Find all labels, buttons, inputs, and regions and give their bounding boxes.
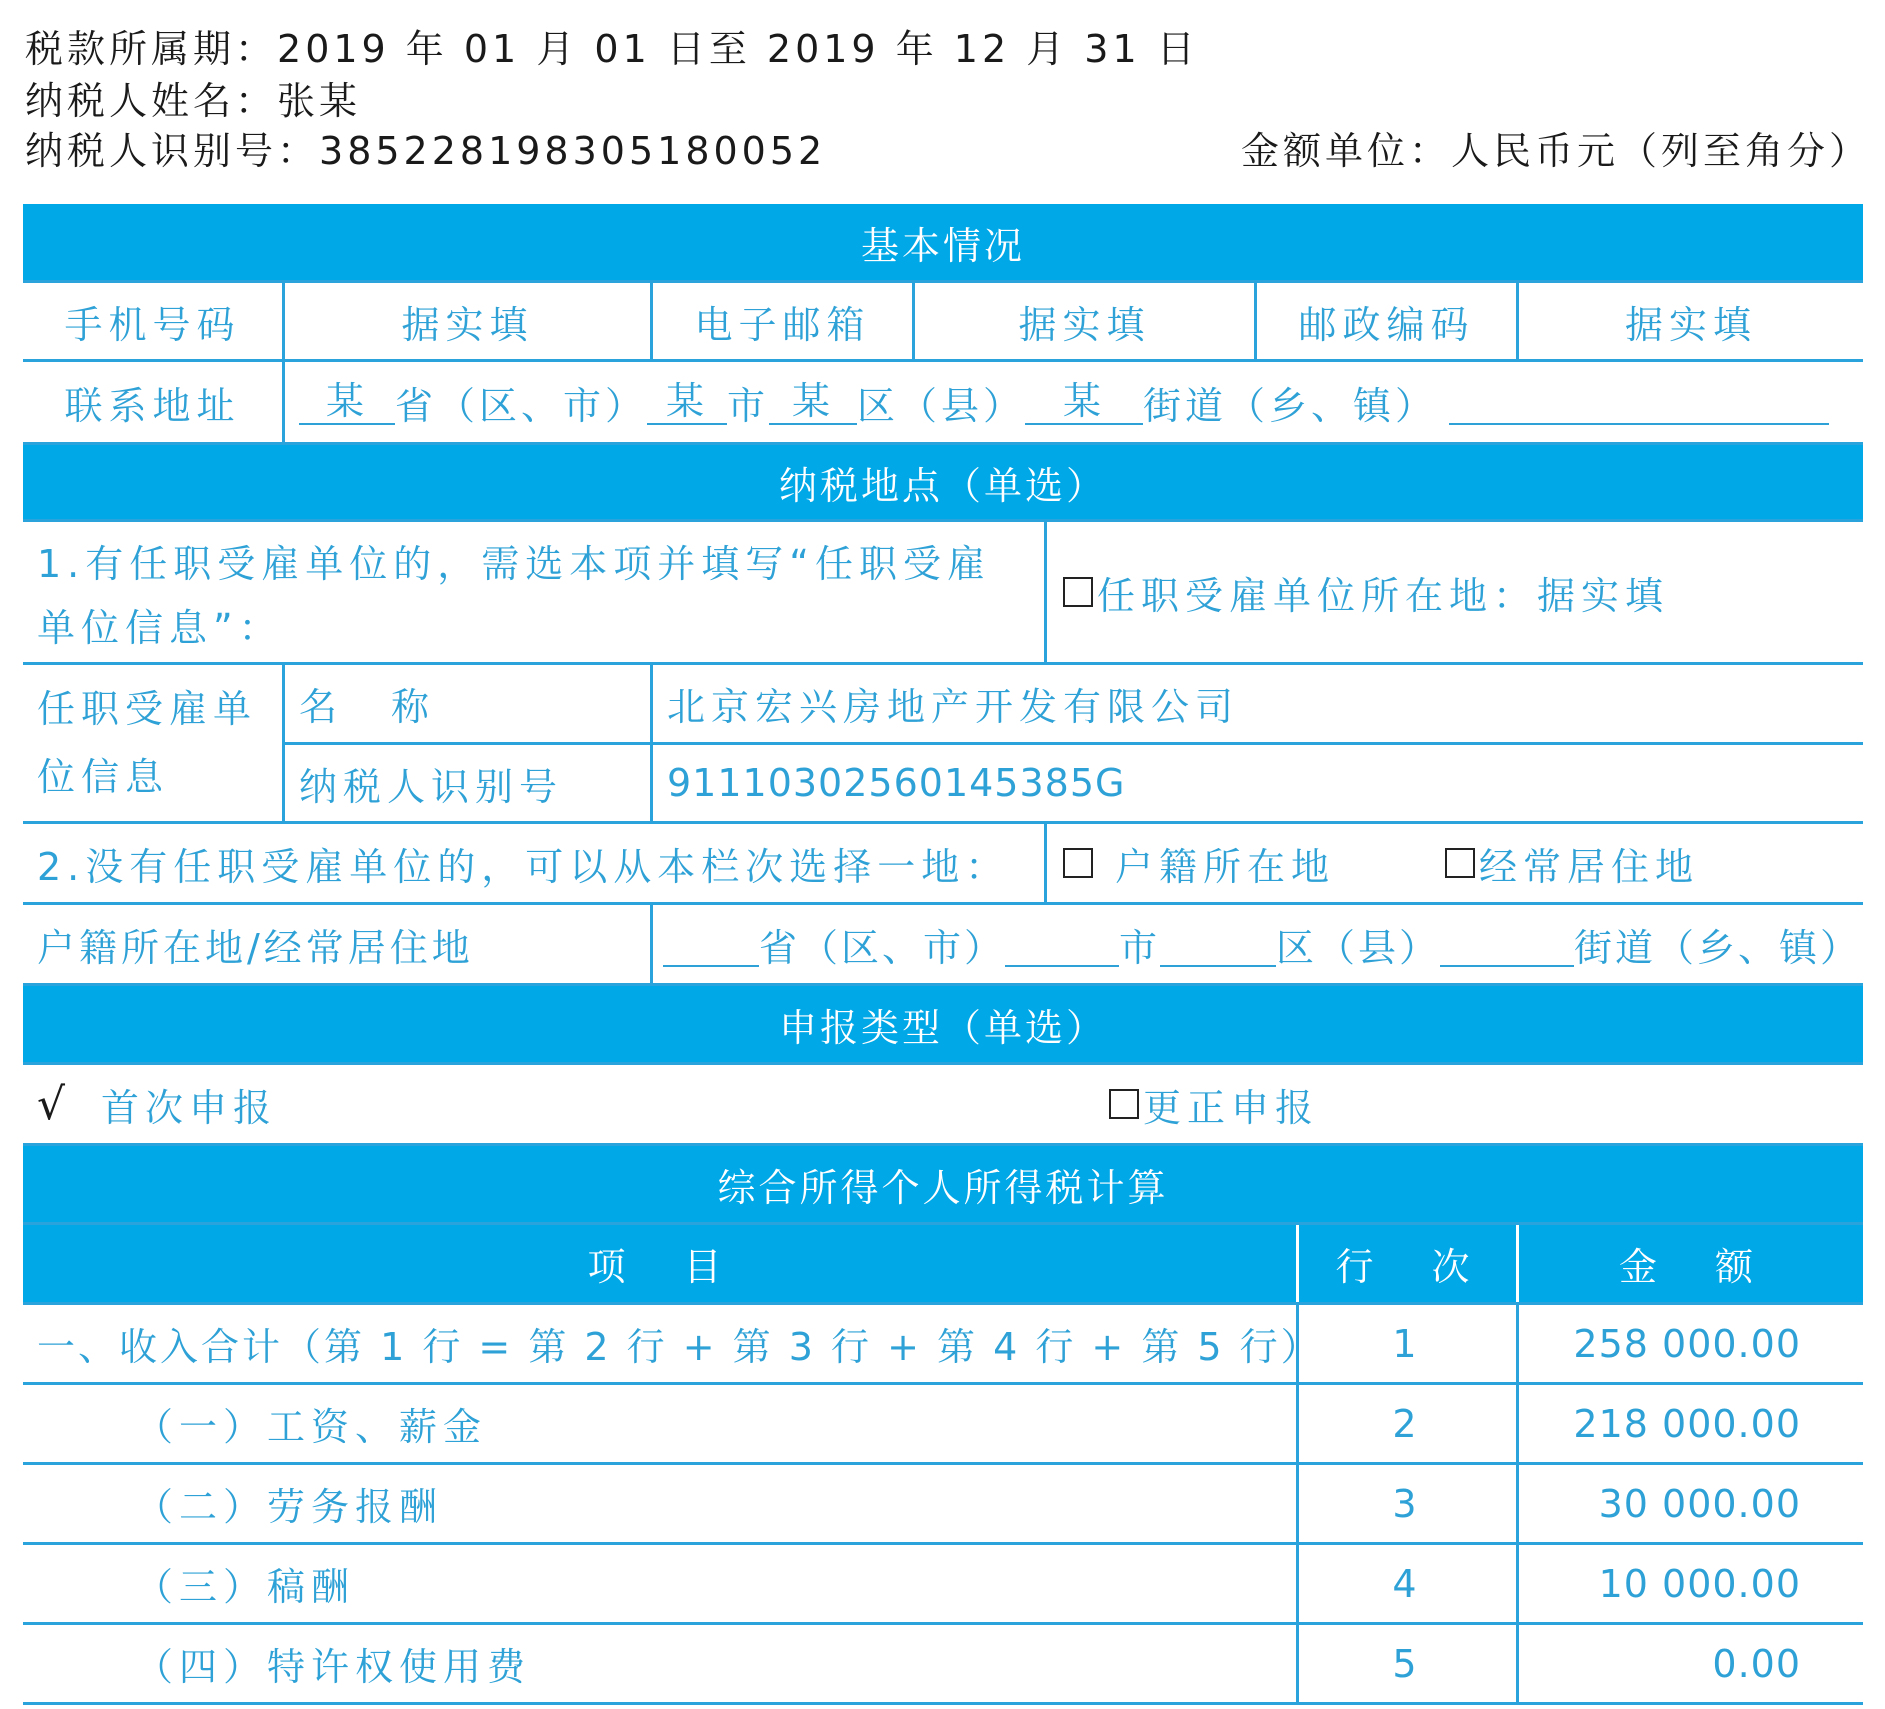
taxpayer-id-value: 385228198305180052 (319, 129, 827, 173)
row-item-label: （二）劳务报酬 (23, 1465, 1299, 1542)
address-street[interactable]: 某 (1025, 379, 1143, 425)
amount-unit-label: 金额单位： (1240, 129, 1451, 173)
checkmark-icon: √ (37, 1078, 72, 1130)
filing-correct-label: 更正申报 (1143, 1085, 1320, 1130)
address-province[interactable]: 某 (299, 379, 395, 425)
place-option1-choice-label: 任职受雇单位所在地：据实填 (1097, 573, 1670, 618)
address-row (23, 362, 1863, 445)
address-district[interactable]: 某 (769, 379, 857, 425)
option2-choice-b[interactable]: 经常居住地 (1479, 844, 1700, 889)
employer-info-label: 任职受雇单位信息 (23, 665, 285, 821)
row-amount[interactable]: 258 000.00 (1573, 1321, 1801, 1366)
section-calc-header (23, 1146, 1863, 1225)
address-city[interactable]: 某 (647, 379, 727, 425)
taxpayer-id-label: 纳税人识别号： (25, 129, 320, 173)
residence-province-input[interactable] (663, 921, 759, 967)
employer-name-label: 名 称 (285, 665, 653, 742)
place-option2-choices (1047, 824, 1863, 902)
residence-fields (653, 905, 1863, 983)
residence-street-input[interactable] (1440, 921, 1574, 967)
residence-city-suffix: 市 (1119, 925, 1161, 970)
filing-correct[interactable] (1109, 1065, 1863, 1143)
address-label: 联系地址 (23, 362, 285, 442)
taxpayer-name-value: 张某 (277, 79, 362, 123)
address-fields (285, 362, 1863, 442)
residence-label: 户籍所在地/经常居住地 (23, 905, 653, 983)
phone-label: 手机号码 (23, 283, 285, 359)
calc-rows (23, 1305, 1863, 1705)
employer-name-value[interactable]: 北京宏兴房地产开发有限公司 (667, 685, 1240, 729)
section-place-title: 纳税地点（单选） (778, 463, 1107, 508)
address-province-suffix: 省（区、市） (395, 383, 648, 428)
row-line-number: 3 (1299, 1465, 1519, 1542)
row-line-number: 4 (1299, 1545, 1519, 1622)
taxpayer-id (25, 120, 826, 175)
residence-city-input[interactable] (1005, 921, 1119, 967)
section-basic-title: 基本情况 (860, 223, 1025, 268)
tax-period-value: 2019 年 01 月 01 日至 2019 年 12 月 31 日 (277, 27, 1199, 71)
row-item-label: （一）工资、薪金 (23, 1385, 1299, 1462)
employer-id-label: 纳税人识别号 (285, 745, 653, 821)
table-row (23, 1305, 1863, 1385)
place-option2-text: 2.没有任职受雇单位的，可以从本栏次选择一地： (23, 824, 1047, 902)
address-city-suffix: 市 (727, 383, 770, 428)
table-row (23, 1545, 1863, 1625)
tax-period (25, 18, 1199, 73)
phone-value[interactable]: 据实填 (285, 283, 653, 359)
section-place-header (23, 445, 1863, 522)
table-row (23, 1385, 1863, 1465)
contact-row (23, 283, 1863, 362)
tax-period-label: 税款所属期： (25, 27, 278, 71)
row-amount[interactable]: 10 000.00 (1598, 1561, 1801, 1606)
residence-province-suffix: 省（区、市） (759, 925, 1006, 970)
checkbox-icon[interactable] (1109, 1089, 1139, 1119)
row-item-label: （三）稿酬 (23, 1545, 1299, 1622)
option2-choice-a[interactable]: 户籍所在地 (1115, 844, 1336, 889)
place-option2-row (23, 824, 1863, 905)
address-district-suffix: 区（县） (857, 383, 1026, 428)
row-line-number: 1 (1299, 1305, 1519, 1382)
postal-value[interactable]: 据实填 (1624, 302, 1757, 347)
email-label: 电子邮箱 (653, 283, 915, 359)
calc-column-header (23, 1225, 1863, 1305)
email-value[interactable]: 据实填 (915, 283, 1257, 359)
residence-row (23, 905, 1863, 986)
row-amount[interactable]: 30 000.00 (1598, 1481, 1801, 1526)
filing-row (23, 1065, 1863, 1146)
section-calc-title: 综合所得个人所得税计算 (717, 1165, 1169, 1210)
col-item-header: 项 目 (23, 1225, 1299, 1302)
tax-form (23, 204, 1863, 1705)
section-filing-title: 申报类型（单选） (778, 1005, 1107, 1050)
col-amount-header: 金 额 (1618, 1245, 1763, 1289)
employer-name-row (285, 665, 1863, 745)
postal-label: 邮政编码 (1257, 283, 1519, 359)
row-item-label: （四）特许权使用费 (23, 1625, 1299, 1702)
filing-first-label: 首次申报 (101, 1085, 278, 1130)
col-line-header: 行 次 (1299, 1225, 1519, 1302)
row-line-number: 2 (1299, 1385, 1519, 1462)
residence-district-suffix: 区（县） (1276, 925, 1441, 970)
row-amount[interactable]: 0.00 (1712, 1641, 1801, 1686)
checkbox-icon[interactable] (1063, 577, 1093, 607)
address-street-suffix: 街道（乡、镇） (1143, 383, 1438, 428)
checkbox-icon[interactable] (1063, 848, 1093, 878)
amount-unit (1241, 120, 1871, 175)
row-line-number: 5 (1299, 1625, 1519, 1702)
employer-info-row (23, 665, 1863, 824)
residence-street-suffix: 街道（乡、镇） (1574, 925, 1862, 970)
employer-info-details (285, 665, 1863, 821)
residence-district-input[interactable] (1160, 921, 1276, 967)
employer-id-row (285, 745, 1863, 821)
address-extra[interactable] (1449, 379, 1829, 425)
table-row (23, 1625, 1863, 1705)
section-filing-header (23, 986, 1863, 1065)
taxpayer-name (25, 70, 361, 125)
table-row (23, 1465, 1863, 1545)
place-option1-choice[interactable] (1047, 522, 1863, 662)
section-basic-header (23, 204, 1863, 283)
filing-first[interactable] (23, 1065, 1109, 1143)
row-amount[interactable]: 218 000.00 (1573, 1401, 1801, 1446)
employer-id-value[interactable]: 91110302560145385G (667, 761, 1126, 805)
checkbox-icon[interactable] (1445, 848, 1475, 878)
place-option1-text: 1.有任职受雇单位的，需选本项并填写“任职受雇单位信息”： (23, 522, 1047, 662)
row-item-label: 一、收入合计（第 1 行 = 第 2 行 + 第 3 行 + 第 4 行 + 第 5 行） (23, 1305, 1299, 1382)
place-option1-row (23, 522, 1863, 665)
amount-unit-value: 人民币元（列至角分） (1450, 129, 1871, 173)
taxpayer-name-label: 纳税人姓名： (25, 79, 278, 123)
